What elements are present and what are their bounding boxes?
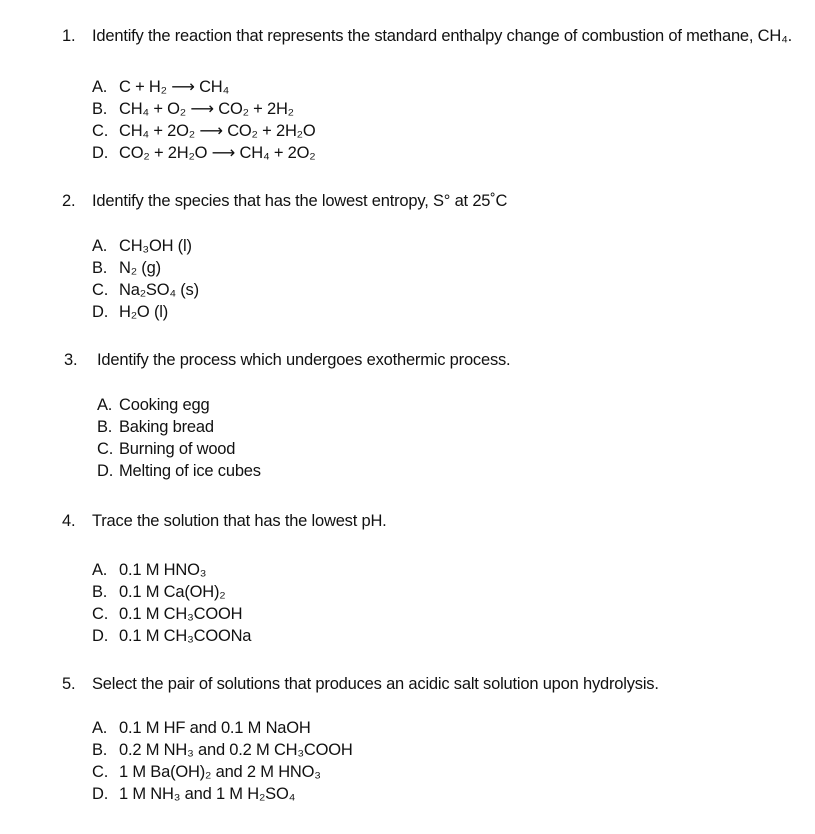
option-text: H₂O (l): [119, 303, 168, 321]
question-text: Identify the species that has the lowest entropy, S° at 25˚C: [92, 192, 508, 210]
question-number: 2.: [62, 192, 76, 210]
option-letter: D.: [92, 303, 109, 321]
option-letter: D.: [97, 462, 114, 480]
question-number: 3.: [64, 351, 78, 369]
option-letter: A.: [92, 561, 108, 579]
question-number: 5.: [62, 675, 76, 693]
option-letter: D.: [92, 627, 109, 645]
option-text: C + H₂ ⟶ CH₄: [119, 78, 230, 96]
option-text: Cooking egg: [119, 396, 210, 414]
option-letter: A.: [92, 719, 108, 737]
option-text: 0.1 M Ca(OH)₂: [119, 583, 226, 601]
question-number: 1.: [62, 27, 76, 45]
option-letter: D.: [92, 144, 109, 162]
option-letter: D.: [92, 785, 109, 803]
option-letter: B.: [92, 259, 108, 277]
option-letter: B.: [97, 418, 113, 436]
option-letter: B.: [92, 583, 108, 601]
option-letter: C.: [92, 763, 109, 781]
option-letter: C.: [97, 440, 114, 458]
option-text: 0.1 M HNO₃: [119, 561, 207, 579]
question-text: Identify the process which undergoes exothermic process.: [97, 351, 511, 369]
option-text: CH₄ + 2O₂ ⟶ CO₂ + 2H₂O: [119, 122, 316, 140]
option-text: 1 M Ba(OH)₂ and 2 M HNO₃: [119, 763, 321, 781]
option-text: Baking bread: [119, 418, 214, 436]
option-text: N₂ (g): [119, 259, 161, 277]
option-text: 0.1 M HF and 0.1 M NaOH: [119, 719, 311, 737]
option-letter: C.: [92, 281, 109, 299]
option-letter: C.: [92, 605, 109, 623]
option-text: 0.2 M NH₃ and 0.2 M CH₃COOH: [119, 741, 353, 759]
option-letter: B.: [92, 100, 108, 118]
option-text: Burning of wood: [119, 440, 236, 458]
question-text: Trace the solution that has the lowest pH.: [92, 512, 387, 530]
option-letter: A.: [97, 396, 113, 414]
option-text: CO₂ + 2H₂O ⟶ CH₄ + 2O₂: [119, 144, 316, 162]
option-text: 0.1 M CH₃COOH: [119, 605, 243, 623]
option-letter: A.: [92, 78, 108, 96]
option-text: Na₂SO₄ (s): [119, 281, 199, 299]
option-text: 1 M NH₃ and 1 M H₂SO₄: [119, 785, 296, 803]
question-text: Select the pair of solutions that produces an acidic salt solution upon hydrolysis.: [92, 675, 659, 693]
option-text: CH₃OH (l): [119, 237, 192, 255]
option-text: Melting of ice cubes: [119, 462, 261, 480]
option-letter: C.: [92, 122, 109, 140]
option-text: 0.1 M CH₃COONa: [119, 627, 252, 645]
option-letter: A.: [92, 237, 108, 255]
question-number: 4.: [62, 512, 76, 530]
option-text: CH₄ + O₂ ⟶ CO₂ + 2H₂: [119, 100, 294, 118]
question-text: Identify the reaction that represents the standard enthalpy change of combustion of methane, CH₄.: [92, 27, 793, 45]
option-letter: B.: [92, 741, 108, 759]
